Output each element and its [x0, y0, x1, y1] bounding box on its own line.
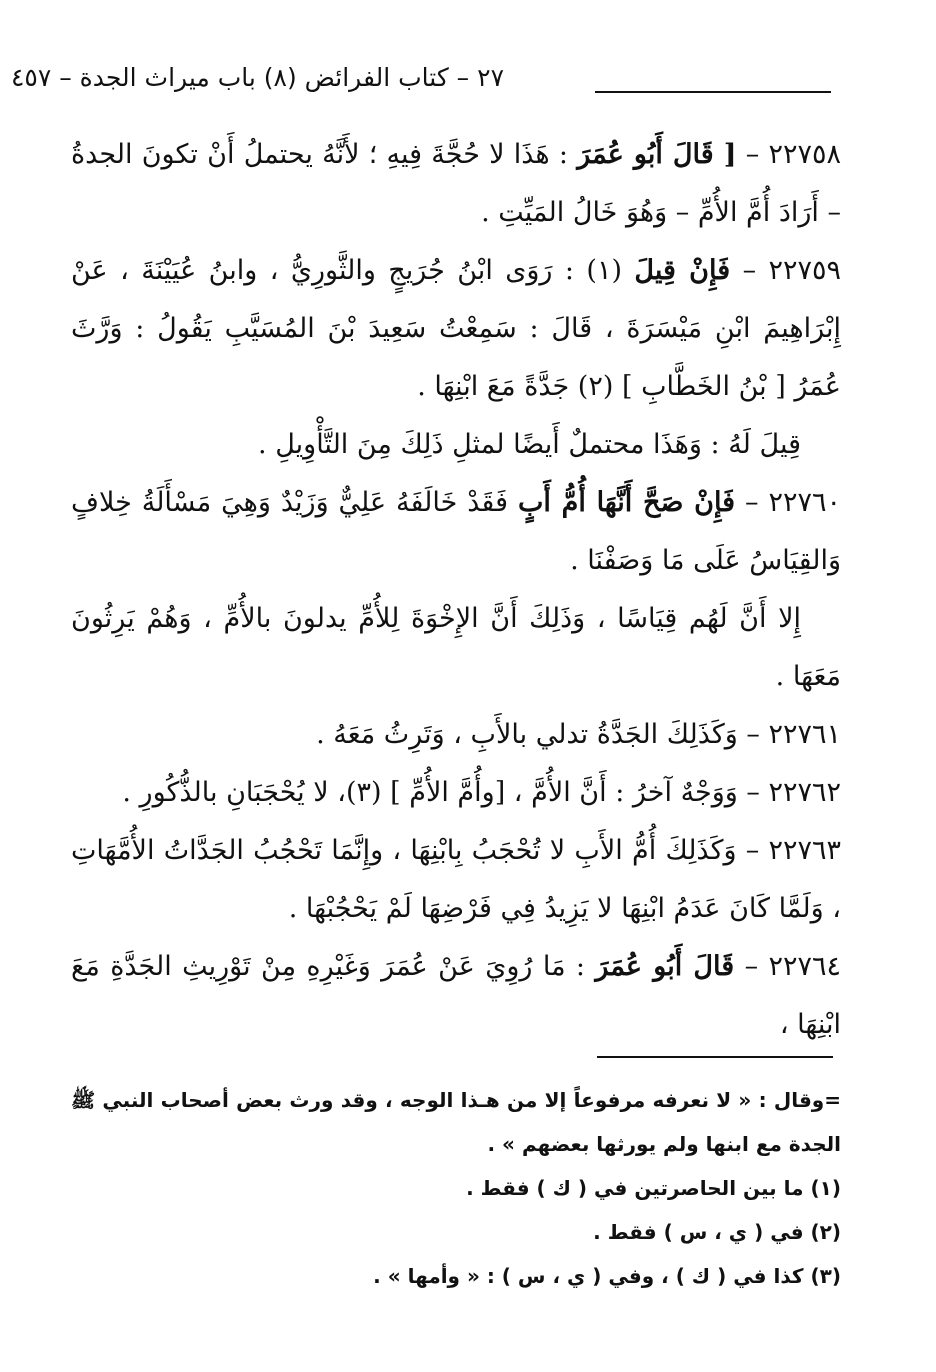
paragraph-text: قِيلَ لَهُ : وَهَذَا محتملٌ أَيضًا لمثلِ ذَلِكَ مِنَ التَّأْوِيلِ .	[258, 429, 801, 460]
paragraph-text: وَكَذَلِكَ أُمُّ الأَبِ لا تُحْجَبُ بِابْنِهَا ، وإِنَّمَا تَحْجُبُ الجَدَّاتُ الأُمَّهَاتِ ، وَلَمَّا كَانَ عَدَمُ ابْنِهَا لا يَزِيدُ فِي فَرْضِهَا لَمْ يَحْجُبْهَا .	[71, 835, 841, 924]
paragraph-number: ٢٢٧٦٤ –	[734, 951, 841, 982]
paragraph-22763	[71, 822, 841, 938]
paragraph-text: وَوَجْهٌ آخرُ : أَنَّ الأُمَّ ، [وأُمَّ الأُمِّ ] (٣)، لا يُحْجَبَانِ بالذُّكُورِ .	[122, 777, 738, 808]
paragraph-analogy	[71, 590, 841, 706]
footnote-2: (٢) في ( ي ، س ) فقط .	[593, 1220, 841, 1244]
paragraph-text: (١) : رَوَى ابْنُ جُرَيجٍ والثَّورِيُّ ، وابنُ عُيَيْنَةَ ، عَنْ إِبْرَاهِيمَ ابْنِ مَيْسَرَةَ ، قَالَ : سَمِعْتُ سَعِيدَ بْنَ المُسَيَّبِ يَقُولُ : وَرَّثَ عُمَرُ [ بْنُ الخَطَّابِ ] (٢) جَدَّةً مَعَ ابْنِهَا .	[71, 255, 841, 402]
paragraph-22762	[71, 764, 841, 822]
paragraph-22760	[71, 474, 841, 590]
paragraph-22764	[71, 938, 841, 1054]
paragraph-lead: قَالَ أَبُو عُمَرَ	[595, 951, 735, 982]
main-text	[71, 126, 841, 1054]
footnote-rule	[597, 1056, 833, 1058]
header-rule	[595, 91, 831, 93]
paragraph-text: إِلا أَنَّ لَهُم قِيَاسًا ، وَذَلِكَ أَنَّ الإِخْوَةَ لِلأُمِّ يدلونَ بالأُمِّ ، وَهُمْ يَرِثُونَ مَعَهَا .	[71, 603, 841, 692]
paragraph-22758	[71, 126, 841, 242]
footnotes	[71, 1078, 841, 1298]
paragraph-text: : هَذَا لا حُجَّةَ فِيهِ ؛ لأَنَّهُ يحتملُ أَنْ تكونَ الجدةُ – أَرَادَ أُمَّ الأُمِّ – وَهُوَ خَالُ المَيِّتِ .	[71, 139, 841, 228]
paragraph-number: ٢٢٧٦١ –	[737, 719, 841, 750]
paragraph-number: ٢٢٧٦٣ –	[736, 835, 841, 866]
paragraph-reply	[71, 416, 841, 474]
footnote-continuation: =وقال : « لا نعرفه مرفوعاً إلا من هـذا الوجه ، وقد ورث بعض أصحاب النبي ﷺ الجدة مع ابنها ولم يورثها بعضهم » .	[71, 1088, 841, 1156]
paragraph-lead: فَإِنْ صَحَّ أَنَّهَا أُمُّ أَبٍ	[517, 487, 736, 518]
footnote-1: (١) ما بين الحاصرتين في ( ك ) فقط .	[466, 1176, 841, 1200]
paragraph-text: وَكَذَلِكَ الجَدَّةُ تدلي بالأَبِ ، وَتَرِثُ مَعَهُ .	[316, 719, 738, 750]
paragraph-lead: فَإِنْ قِيلَ	[634, 255, 731, 286]
running-header: ٢٧ – كتاب الفرائض (٨) باب ميراث الجدة – ٤٥٧	[10, 63, 504, 92]
footnote-3: (٣) كذا في ( ك ) ، وفي ( ي ، س ) : « وأمها » .	[373, 1264, 841, 1288]
paragraph-number: ٢٢٧٦٠ –	[735, 487, 841, 518]
paragraph-22759	[71, 242, 841, 416]
paragraph-number: ٢٢٧٥٩ –	[730, 255, 842, 286]
paragraph-22761	[71, 706, 841, 764]
paragraph-text: فَقَدْ خَالَفَهُ عَلِيٌّ وَزَيْدٌ وَهِيَ مَسْأَلَةُ خِلافٍ وَالقِيَاسُ عَلَى مَا وَصَفْنَا .	[71, 487, 841, 576]
paragraph-text: : مَا رُوِيَ عَنْ عُمَرَ وَغَيْرِهِ مِنْ تَوْرِيثِ الجَدَّةِ مَعَ ابْنِهَا ،	[71, 951, 841, 1040]
paragraph-number: ٢٢٧٦٢ –	[737, 777, 841, 808]
paragraph-number: ٢٢٧٥٨ –	[736, 139, 841, 170]
paragraph-lead: [ قَالَ أَبُو عُمَرَ	[577, 139, 737, 170]
